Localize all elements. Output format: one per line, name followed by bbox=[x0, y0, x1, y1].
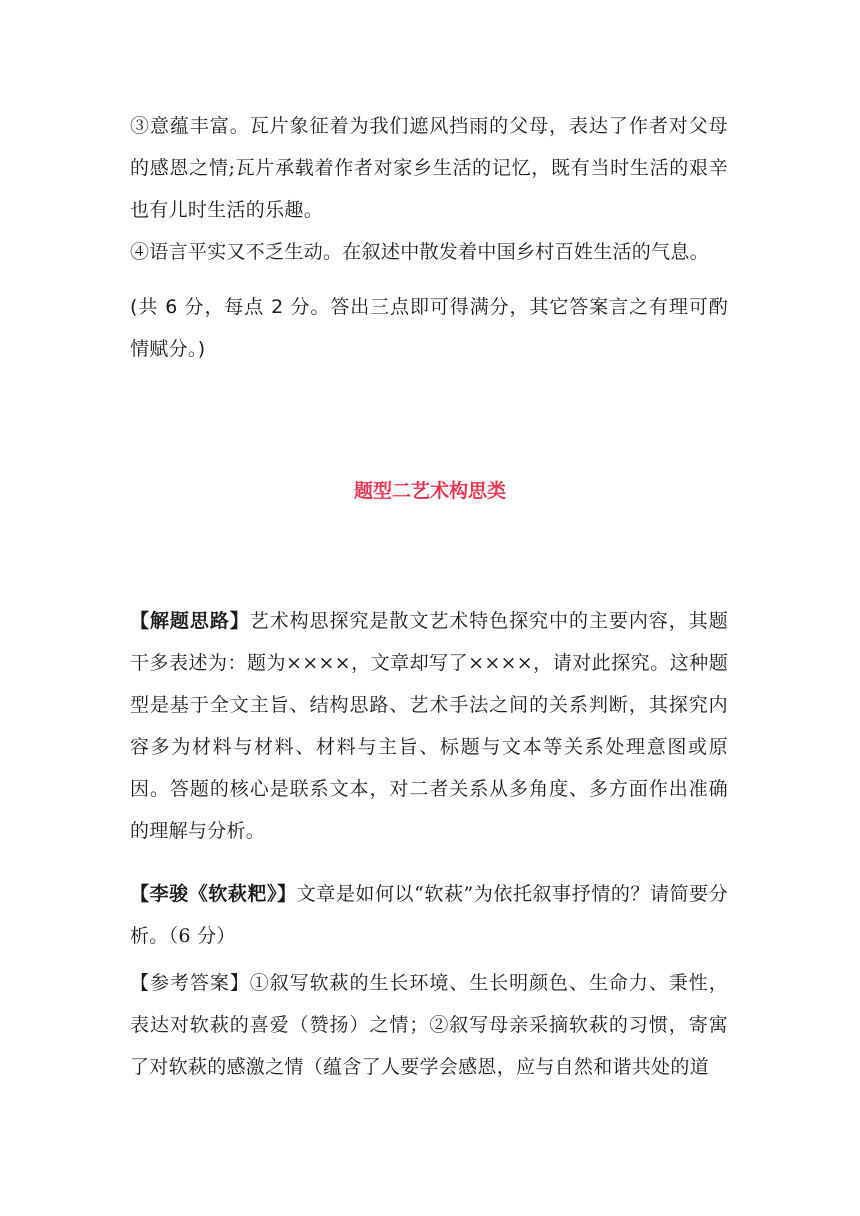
question-label: 【李骏《软萩粑》】 bbox=[130, 883, 297, 905]
question-paragraph bbox=[130, 873, 728, 957]
approach-text: 艺术构思探究是散文艺术特色探究中的主要内容，其题干多表述为：题为××××，文章却写了××××，请对此探究。这种题型是基于全文主旨、结构思路、艺术手法之间的关系判断，其探究内容多为材料与材料、材料与主旨、标题与文本等关系处理意图或原因。答题的核心是联系文本，对二者关系从多角度、多方面作出准确的理解与分析。 bbox=[130, 610, 728, 842]
approach-label: 【解题思路】 bbox=[130, 610, 250, 632]
approach-paragraph bbox=[130, 600, 728, 852]
answer-point-3 bbox=[130, 105, 728, 231]
answer-label: 【参考答案】 bbox=[130, 972, 250, 994]
answer-paragraph bbox=[130, 962, 728, 1088]
scoring-note-text: (共 6 分，每点 2 分。答出三点即可得满分，其它答案言之有理可酌情赋分。) bbox=[130, 296, 728, 360]
answer-point-4 bbox=[130, 231, 728, 273]
question-text: 文章是如何以“软萩”为依托叙事抒情的？请简要分析。（6 分） bbox=[130, 883, 729, 947]
answer-point-3-text: ③意蕴丰富。瓦片象征着为我们遮风挡雨的父母，表达了作者对父母的感恩之情;瓦片承载着作者对家乡生活的记忆，既有当时生活的艰辛也有儿时生活的乐趣。 bbox=[130, 115, 728, 221]
answer-text: ①叙写软萩的生长环境、生长明颜色、生命力、秉性，表达对软萩的喜爱（赞扬）之情；②叙写母亲采摘软萩的习惯，寄寓了对软萩的感激之情（蕴含了人要学会感恩，应与自然和谐共处的道 bbox=[130, 972, 728, 1078]
answer-point-4-text: ④语言平实又不乏生动。在叙述中散发着中国乡村百姓生活的气息。 bbox=[130, 241, 710, 263]
scoring-note bbox=[130, 286, 728, 370]
section-heading: 题型二艺术构思类 bbox=[353, 480, 506, 502]
